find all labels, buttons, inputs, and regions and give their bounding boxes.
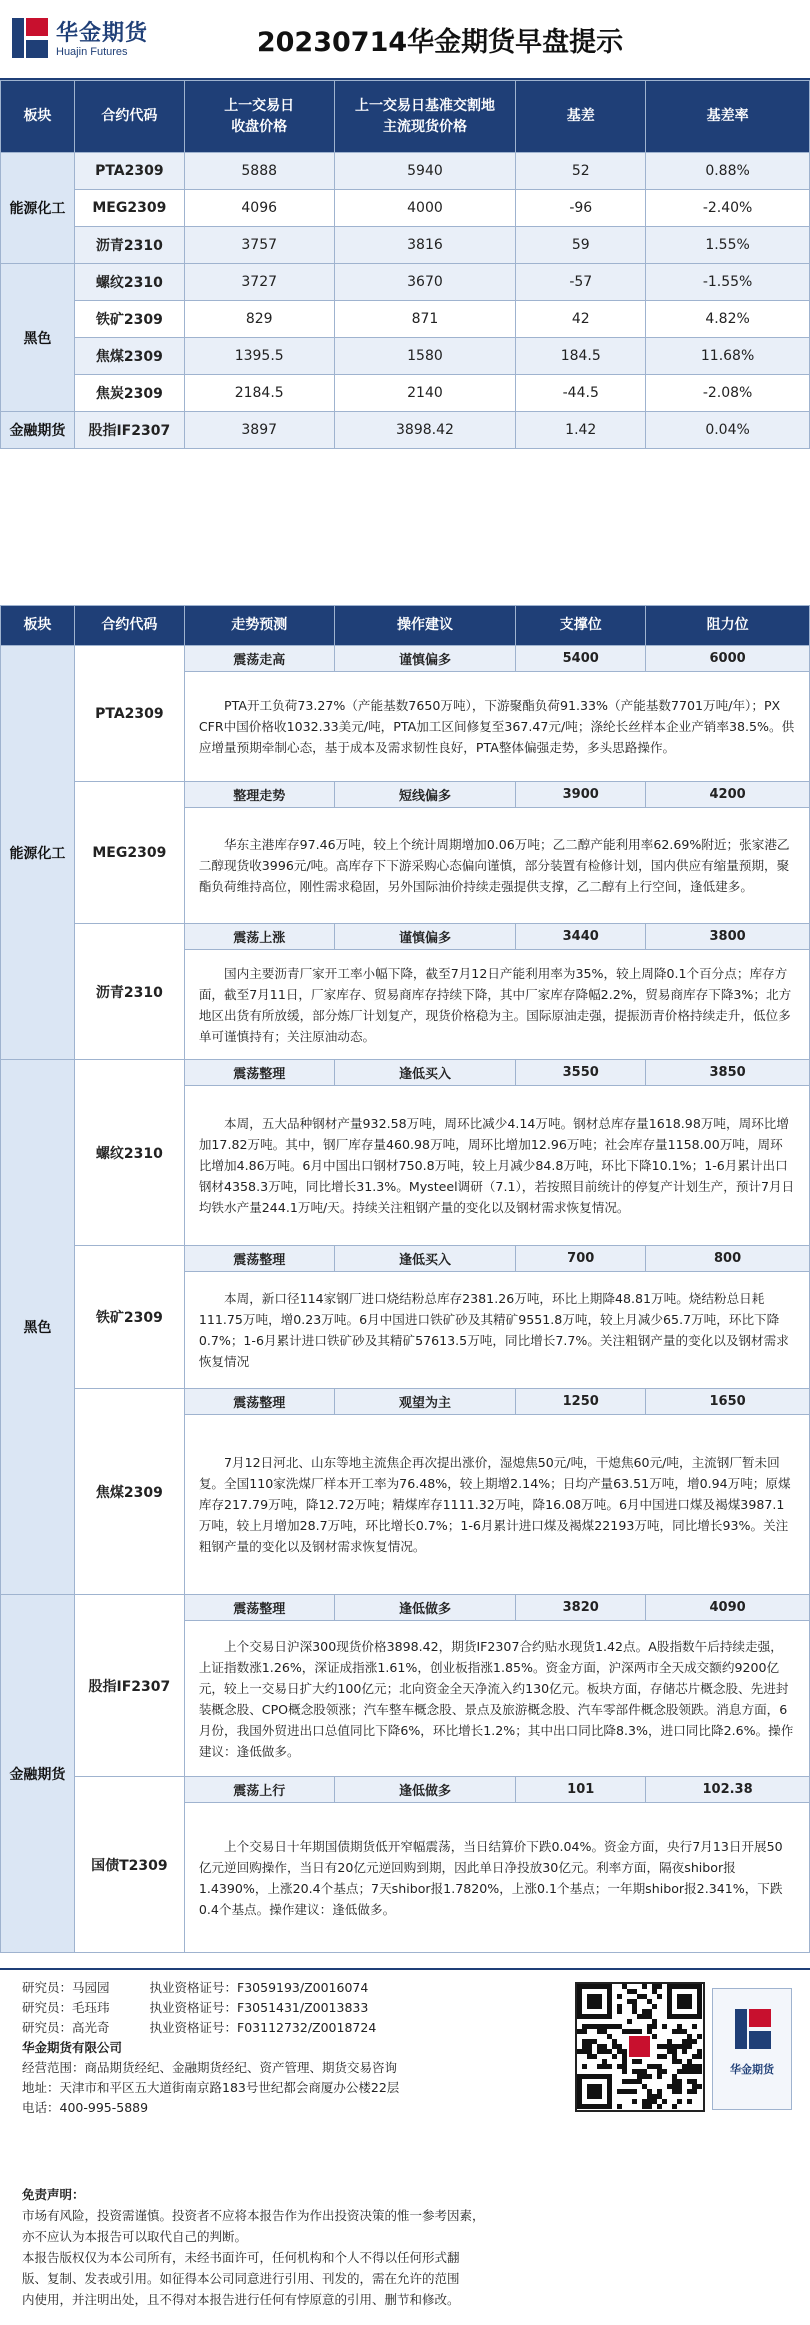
logo-mark-icon <box>12 18 48 58</box>
trend-cell: 震荡上行 <box>184 1777 334 1803</box>
resist-cell: 800 <box>646 1246 810 1272</box>
table-cell: 5940 <box>334 153 516 190</box>
advice-cell: 逢低买入 <box>334 1246 516 1272</box>
support-cell: 1250 <box>516 1389 646 1415</box>
table-cell: 2140 <box>334 375 516 412</box>
company-name: 华金期货有限公司 <box>22 2040 123 2055</box>
support-cell: 5400 <box>516 646 646 672</box>
disclaimer-line: 亦不应认为本报告可以取代自己的判断。 <box>22 2229 248 2244</box>
table-cell: -57 <box>516 264 646 301</box>
logo-cn: 华金期货 <box>56 21 149 46</box>
table-row <box>1 924 810 950</box>
logo-en: Huajin Futures <box>56 46 128 58</box>
header <box>0 0 810 80</box>
table-header-cell: 阻力位 <box>646 606 810 646</box>
section-label: 黑色 <box>1 264 75 412</box>
table-cell: -96 <box>516 190 646 227</box>
contract-code: 沥青2310 <box>74 227 184 264</box>
disclaimer-line: 市场有风险，投资需谨慎。投资者不应将本报告作为作出投资决策的惟一参考因素， <box>22 2208 485 2223</box>
table-header-cell: 板块 <box>1 81 75 153</box>
table-header-cell: 合约代码 <box>74 81 184 153</box>
researcher-2: 研究员：毛珏玮 执业资格证号：F3051431/Z0013833 <box>22 2000 369 2015</box>
table-row <box>1 301 810 338</box>
table-cell: -44.5 <box>516 375 646 412</box>
resist-cell: 4090 <box>646 1595 810 1621</box>
disclaimer-line: 版、复制、发表或引用。如征得本公司同意进行引用、刊发的，需在允许的范围 <box>22 2271 460 2286</box>
contract-code: 沥青2310 <box>74 924 184 1060</box>
researcher-1: 研究员：马园园 执业资格证号：F3059193/Z0016074 <box>22 1980 369 1995</box>
advice-cell: 谨慎偏多 <box>334 646 516 672</box>
contract-code: PTA2309 <box>74 646 184 782</box>
section-label: 能源化工 <box>1 646 75 1060</box>
table-cell: 3727 <box>184 264 334 301</box>
table-cell: 0.04% <box>646 412 810 449</box>
analysis-text: 华东主港库存97.46万吨，较上个统计周期增加0.06万吨；乙二醇产能利用率62.69%附近；张家港乙二醇现货收3996元/吨。高库存下下游采购心态偏向谨慎，部分装置有检修计划，国内供应有缩量预期，聚酯负荷维持高位，刚性需求稳固，另外国际油价持续走强提供支撑，乙二醇有上行空间，逢低建多。 <box>184 808 809 924</box>
table-header-cell: 板块 <box>1 606 75 646</box>
advice-cell: 观望为主 <box>334 1389 516 1415</box>
support-cell: 3900 <box>516 782 646 808</box>
table-cell: 3897 <box>184 412 334 449</box>
table-cell: 52 <box>516 153 646 190</box>
table-cell: 184.5 <box>516 338 646 375</box>
table-cell: 59 <box>516 227 646 264</box>
contract-code: 股指IF2307 <box>74 412 184 449</box>
advice-cell: 逢低做多 <box>334 1595 516 1621</box>
table-cell: 871 <box>334 301 516 338</box>
disclaimer-line: 内使用，并注明出处，且不得对本报告进行任何有悖原意的引用、删节和修改。 <box>22 2292 460 2307</box>
table-cell: 1395.5 <box>184 338 334 375</box>
table-cell: 4.82% <box>646 301 810 338</box>
table-row <box>1 1389 810 1415</box>
trend-cell: 震荡整理 <box>184 1595 334 1621</box>
support-cell: 3440 <box>516 924 646 950</box>
disclaimer-title: 免责声明： <box>22 2187 85 2202</box>
resist-cell: 1650 <box>646 1389 810 1415</box>
table-header-cell: 走势预测 <box>184 606 334 646</box>
contract-code: 国债T2309 <box>74 1777 184 1953</box>
page-title: 20230714华金期货早盘提示 <box>256 27 624 58</box>
support-cell: 3820 <box>516 1595 646 1621</box>
qr-brand-label: 华金期货 <box>730 2063 774 2076</box>
table-cell: -1.55% <box>646 264 810 301</box>
table-row <box>1 782 810 808</box>
table-cell: 829 <box>184 301 334 338</box>
table-row <box>1 264 810 301</box>
table-row <box>1 338 810 375</box>
table-cell: 5888 <box>184 153 334 190</box>
analysis-text: PTA开工负荷73.27%（产能基数7650万吨），下游聚酯负荷91.33%（产能基数7701万吨/年）；PX CFR中国价格收1032.33美元/吨，PTA加工区间修复至367.47元/吨；涤纶长丝样本企业产销率38.5%。供应增量预期牵制心态，基于成本及需求韧性良好，PTA整体偏强走势，多头思路操作。 <box>184 672 809 782</box>
table-cell: 1.55% <box>646 227 810 264</box>
resist-cell: 102.38 <box>646 1777 810 1803</box>
table-cell: -2.40% <box>646 190 810 227</box>
table-header-cell: 支撑位 <box>516 606 646 646</box>
qr-brand <box>712 1988 792 2110</box>
table-row <box>1 153 810 190</box>
advice-cell: 谨慎偏多 <box>334 924 516 950</box>
advice-cell: 短线偏多 <box>334 782 516 808</box>
table-row <box>1 412 810 449</box>
company-phone: 电话：400-995-5889 <box>22 2100 149 2115</box>
trend-cell: 震荡整理 <box>184 1246 334 1272</box>
table-cell: 3898.42 <box>334 412 516 449</box>
table-cell: 3816 <box>334 227 516 264</box>
table-header-cell: 上一交易日基准交割地 主流现货价格 <box>334 81 516 153</box>
advice-cell: 逢低做多 <box>334 1777 516 1803</box>
contract-code: 股指IF2307 <box>74 1595 184 1777</box>
footer <box>0 1968 810 2325</box>
resist-cell: 6000 <box>646 646 810 672</box>
business-scope: 经营范围：商品期货经纪、金融期货经纪、资产管理、期货交易咨询 <box>22 2060 398 2075</box>
table-header-cell: 操作建议 <box>334 606 516 646</box>
resist-cell: 4200 <box>646 782 810 808</box>
trend-cell: 震荡整理 <box>184 1060 334 1086</box>
table-row <box>1 190 810 227</box>
analysis-text: 本周，五大品种钢材产量932.58万吨，周环比减少4.14万吨。钢材总库存量1618.98万吨，周环比增加17.82万吨。其中，钢厂库存量460.98万吨，周环比增加12.96万吨；社会库存量1158.00万吨，周环比增加4.86万吨。6月中国出口钢材750.8万吨，较上月减少84.8万吨，环比下降10.1%；1-6月累计出口钢材4358.3万吨，同比增长31.3%。Mysteel调研（7.1），若按照目前统计的停复产计划生产，预计7月日均铁水产量244.1万吨/天。持续关注粗钢产量的变化以及钢材需求恢复情况。 <box>184 1086 809 1246</box>
table-header-cell: 上一交易日 收盘价格 <box>184 81 334 153</box>
analysis-text: 7月12日河北、山东等地主流焦企再次提出涨价，湿熄焦50元/吨，干熄焦60元/吨，主流钢厂暂未回复。全国110家洗煤厂样本开工率为76.48%，较上期增2.14%；日均产量63.51万吨，增0.94万吨；原煤库存217.79万吨，降12.72万吨；精煤库存1111.32万吨，降16.08万吨。6月中国进口煤及褐煤3987.1万吨，较上月增加28.7万吨，环比增长0.7%；1-6月累计进口煤及褐煤22193万吨，同比增长93%。关注粗钢产量的变化以及钢材需求恢复情况。 <box>184 1415 809 1595</box>
table-cell: 2184.5 <box>184 375 334 412</box>
contract-code: 铁矿2309 <box>74 1246 184 1389</box>
contract-code: 焦炭2309 <box>74 375 184 412</box>
table-row <box>1 1060 810 1086</box>
table-row <box>1 1595 810 1621</box>
contract-code: 焦煤2309 <box>74 1389 184 1595</box>
table-cell: 3670 <box>334 264 516 301</box>
table-cell: 4000 <box>334 190 516 227</box>
company-address: 地址：天津市和平区五大道街南京路183号世纪都会商厦办公楼22层 <box>22 2080 400 2095</box>
table-cell: 1.42 <box>516 412 646 449</box>
contract-code: PTA2309 <box>74 153 184 190</box>
table-header-cell: 基差率 <box>646 81 810 153</box>
support-cell: 101 <box>516 1777 646 1803</box>
table-header-cell: 合约代码 <box>74 606 184 646</box>
table-cell: 4096 <box>184 190 334 227</box>
resist-cell: 3850 <box>646 1060 810 1086</box>
table-cell: 11.68% <box>646 338 810 375</box>
table-row <box>1 1246 810 1272</box>
table-row <box>1 375 810 412</box>
analysis-text: 本周，新口径114家钢厂进口烧结粉总库存2381.26万吨，环比上期降48.81万吨。烧结粉总日耗111.75万吨，增0.23万吨。6月中国进口铁矿砂及其精矿9551.8万吨，较上月减少65.7万吨，环比下降0.7%；1-6月累计进口铁矿砂及其精矿57613.5万吨，同比增长7.7%。关注粗钢产量的变化以及钢材需求恢复情况 <box>184 1272 809 1389</box>
disclaimer <box>22 2184 792 2310</box>
section-label: 金融期货 <box>1 1595 75 1953</box>
qr-code-icon <box>575 1982 705 2112</box>
researcher-3: 研究员：高光奇 执业资格证号：F03112732/Z0018724 <box>22 2020 377 2035</box>
table-row <box>1 646 810 672</box>
table-cell: 1580 <box>334 338 516 375</box>
trend-cell: 震荡上涨 <box>184 924 334 950</box>
analysis-text: 上个交易日十年期国债期货低开窄幅震荡，当日结算价下跌0.04%。资金方面，央行7月13日开展50亿元逆回购操作，当日有20亿元逆回购到期，因此单日净投放30亿元。利率方面，隔夜shibor报1.4390%，上涨20.4个基点；7天shibor报1.7820%，上涨0.1个基点；一年期shibor报2.341%，下跌0.4个基点。操作建议：逢低做多。 <box>184 1803 809 1953</box>
table-header-cell: 基差 <box>516 81 646 153</box>
trend-cell: 震荡整理 <box>184 1389 334 1415</box>
contract-code: MEG2309 <box>74 782 184 924</box>
contract-code: 焦煤2309 <box>74 338 184 375</box>
disclaimer-line: 本报告版权仅为本公司所有，未经书面许可，任何机构和个人不得以任何形式翻 <box>22 2250 460 2265</box>
basis-table <box>0 80 810 449</box>
trend-cell: 整理走势 <box>184 782 334 808</box>
contract-code: 螺纹2310 <box>74 1060 184 1246</box>
contract-code: 铁矿2309 <box>74 301 184 338</box>
section-label: 金融期货 <box>1 412 75 449</box>
strategy-table <box>0 605 810 1953</box>
section-label: 能源化工 <box>1 153 75 264</box>
support-cell: 700 <box>516 1246 646 1272</box>
table-row <box>1 1777 810 1803</box>
advice-cell: 逢低买入 <box>334 1060 516 1086</box>
logo-mark-small-icon <box>735 2009 771 2049</box>
contract-code: 螺纹2310 <box>74 264 184 301</box>
table-cell: 0.88% <box>646 153 810 190</box>
logo <box>12 14 162 66</box>
trend-cell: 震荡走高 <box>184 646 334 672</box>
section-label: 黑色 <box>1 1060 75 1595</box>
table-cell: 42 <box>516 301 646 338</box>
table-cell: 3757 <box>184 227 334 264</box>
analysis-text: 上个交易日沪深300现货价格3898.42，期货IF2307合约贴水现货1.42点。A股指数午后持续走强，上证指数涨1.26%，深证成指涨1.61%，创业板指涨1.85%。资金方面，沪深两市全天成交额约9200亿元，较上一交易日扩大约100亿元；北向资金全天净流入约130亿元。板块方面，存储芯片概念股、先进封装概念股、CPO概念股领涨；汽车整车概念股、景点及旅游概念股、汽车零部件概念股领跌。消息方面，6月份，我国外贸进出口总值同比下降6%，环比增长1.2%；其中出口同比降8.3%，进口同比降2.6%。操作建议：逢低做多。 <box>184 1621 809 1777</box>
table-cell: -2.08% <box>646 375 810 412</box>
analysis-text: 国内主要沥青厂家开工率小幅下降，截至7月12日产能利用率为35%，较上周降0.1个百分点；库存方面，截至7月11日，厂家库存、贸易商库存持续下降，其中厂家库存降幅2.2%，贸易商库存下降3%；北方地区出货有所放缓，部分炼厂计划复产，现货价格稳为主。国际原油走强，提振沥青价格持续走升，低位多单可谨慎持有；关注原油动态。 <box>184 950 809 1060</box>
resist-cell: 3800 <box>646 924 810 950</box>
support-cell: 3550 <box>516 1060 646 1086</box>
contract-code: MEG2309 <box>74 190 184 227</box>
table-row <box>1 227 810 264</box>
